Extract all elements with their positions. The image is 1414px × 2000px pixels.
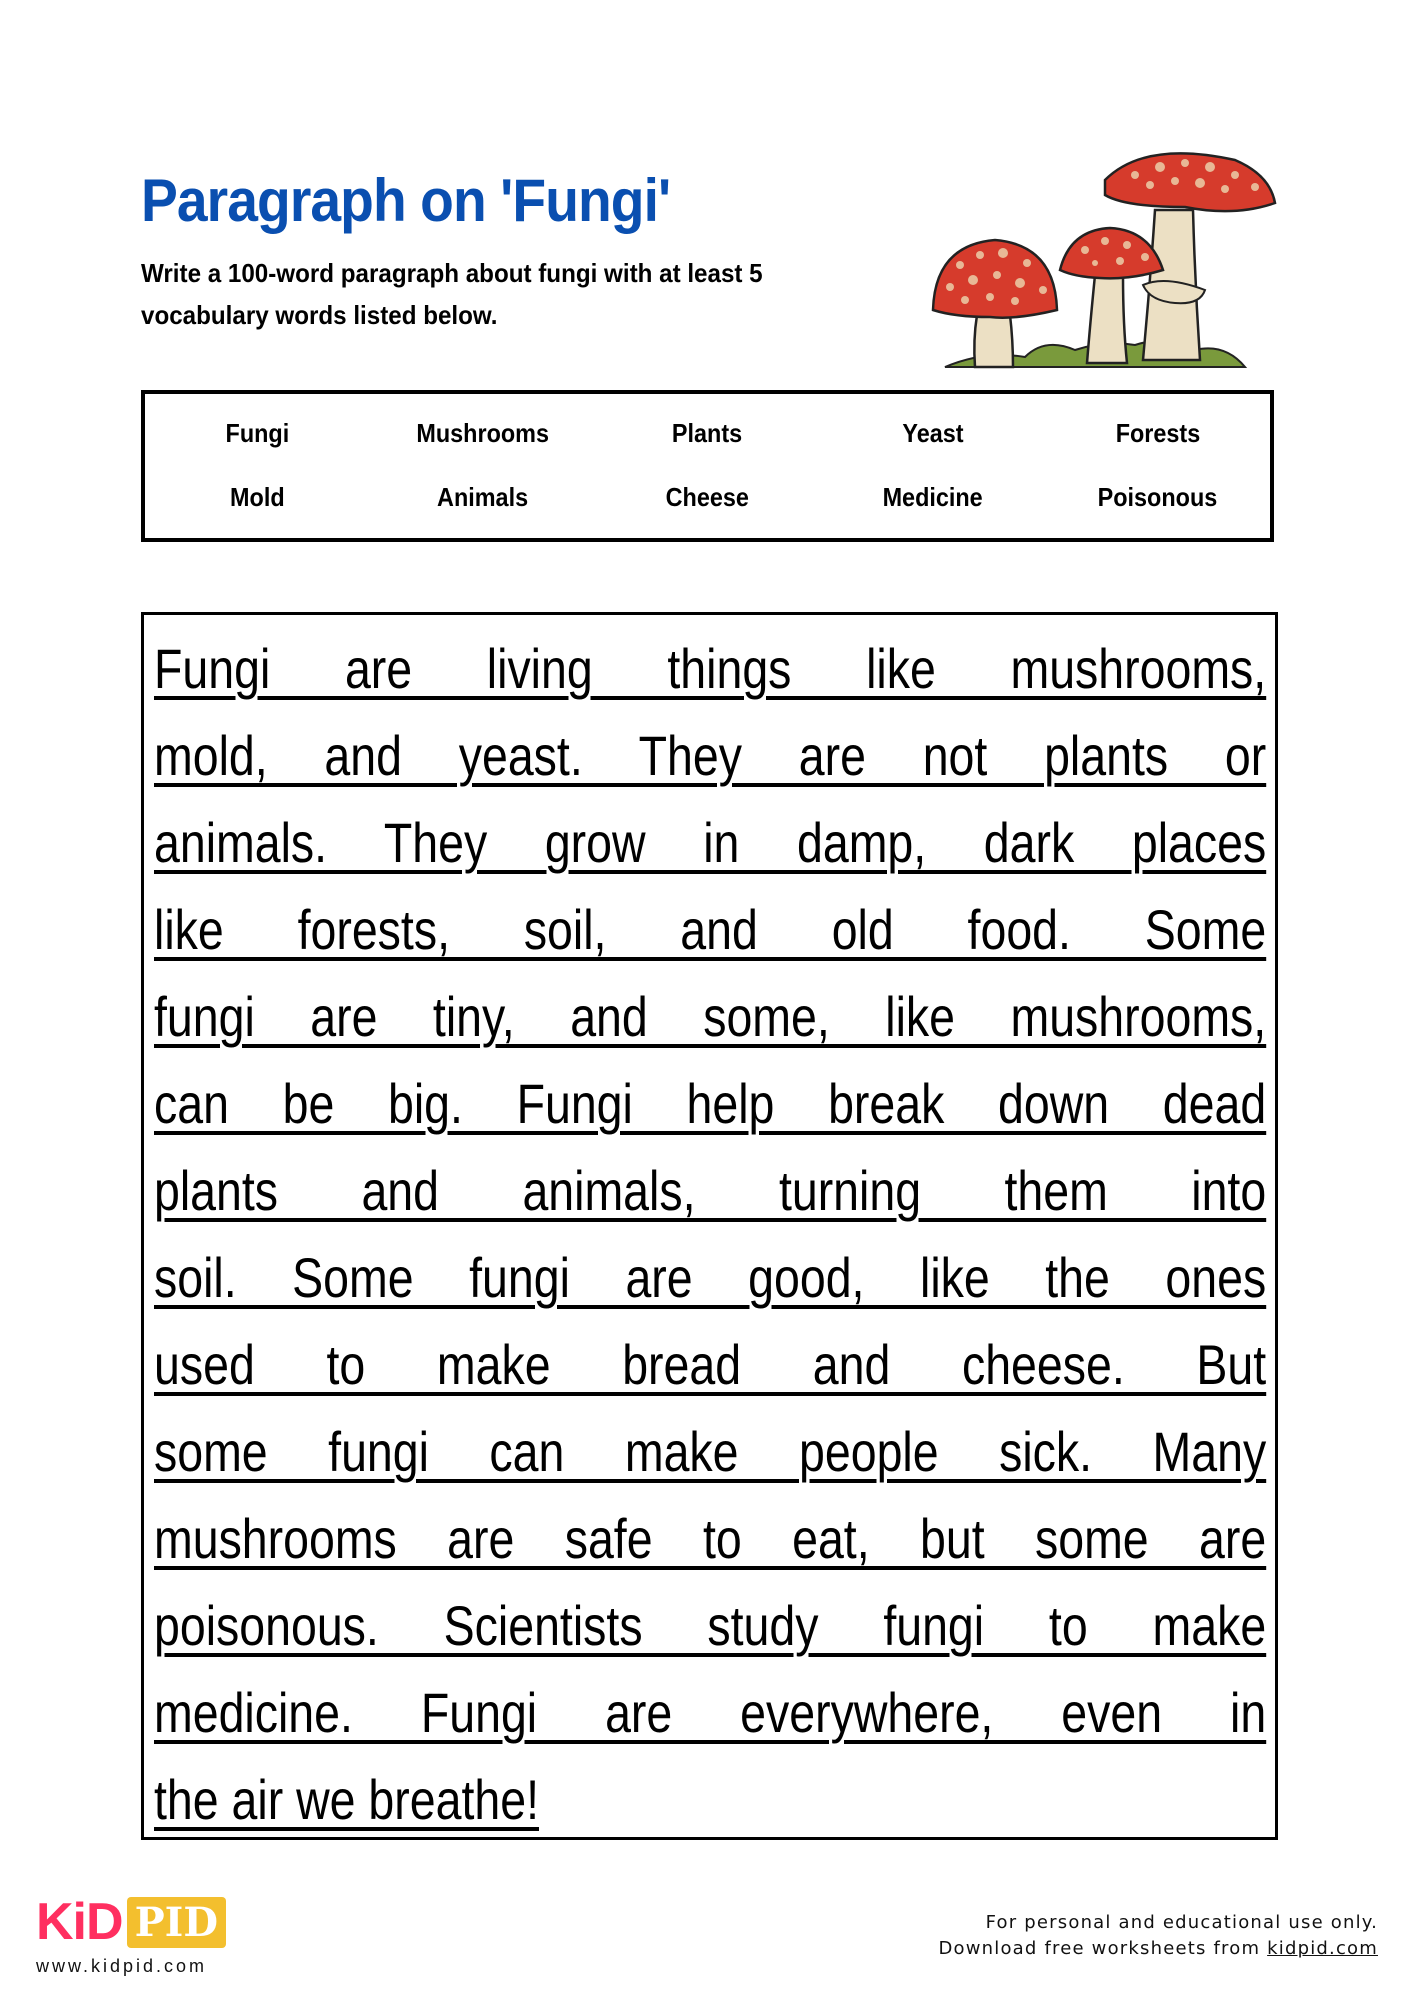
paragraph-line bbox=[154, 1325, 1266, 1405]
paragraph-line bbox=[154, 1586, 1266, 1666]
paragraph-line bbox=[154, 1238, 1266, 1318]
paragraph-line bbox=[154, 1673, 1266, 1753]
page-title: Paragraph on 'Fungi' bbox=[141, 167, 671, 234]
paragraph-line bbox=[154, 977, 1266, 1057]
vocabulary-word bbox=[145, 482, 370, 513]
vocabulary-word bbox=[370, 482, 595, 513]
vocabulary-word-text: Mold bbox=[230, 482, 285, 512]
paragraph-line-text: soil. Some fungi are good, like the ones bbox=[154, 1246, 1267, 1309]
vocabulary-word bbox=[820, 482, 1045, 513]
paragraph-line bbox=[154, 629, 1266, 709]
vocabulary-word-text: Animals bbox=[436, 482, 529, 512]
paragraph-line-text: used to make bread and cheese. But bbox=[154, 1333, 1267, 1396]
paragraph-line-text: can be big. Fungi help break down dead bbox=[154, 1072, 1267, 1135]
website-url: www.kidpid.com bbox=[36, 1956, 208, 1976]
vocabulary-word-text: Poisonous bbox=[1097, 482, 1218, 512]
vocabulary-row bbox=[145, 482, 1270, 513]
kidpid-link[interactable]: kidpid.com bbox=[1267, 1938, 1378, 1959]
vocabulary-word-text: Mushrooms bbox=[416, 418, 549, 448]
vocabulary-word bbox=[595, 482, 820, 513]
usage-note-prefix: Download free worksheets from bbox=[938, 1938, 1268, 1959]
logo-kid-text: KiD bbox=[36, 1893, 123, 1951]
paragraph-line-text: poisonous. Scientists study fungi to make bbox=[154, 1594, 1267, 1657]
vocabulary-word bbox=[595, 418, 820, 449]
vocabulary-word-text: Medicine bbox=[882, 482, 983, 512]
vocabulary-word-text: Cheese bbox=[665, 482, 750, 512]
paragraph-line-text: fungi are tiny, and some, like mushrooms, bbox=[154, 985, 1267, 1048]
vocabulary-word-text: Yeast bbox=[901, 418, 964, 448]
paragraph-line bbox=[154, 1412, 1266, 1492]
paragraph-line bbox=[154, 716, 1266, 796]
paragraph-line bbox=[154, 803, 1266, 883]
paragraph-line bbox=[154, 1064, 1266, 1144]
instructions: Write a 100-word paragraph about fungi with at least 5 vocabulary words listed below. bbox=[141, 258, 763, 330]
paragraph-line bbox=[154, 1151, 1266, 1231]
paragraph-line-text: plants and animals, turning them into bbox=[154, 1159, 1267, 1222]
vocabulary-word-text: Fungi bbox=[225, 418, 290, 448]
paragraph-line-text: mold, and yeast. They are not plants or bbox=[154, 724, 1267, 787]
paragraph-line bbox=[154, 1499, 1266, 1579]
vocabulary-row bbox=[145, 418, 1270, 449]
vocabulary-word bbox=[1045, 482, 1270, 513]
logo-pid-text: PID bbox=[127, 1897, 226, 1948]
paragraph-line-text: medicine. Fungi are everywhere, even in bbox=[154, 1681, 1267, 1744]
mushrooms-illustration bbox=[905, 145, 1285, 385]
usage-note bbox=[938, 1910, 1378, 1962]
paragraph-line-text: animals. They grow in damp, dark places bbox=[154, 811, 1267, 874]
kidpid-logo[interactable] bbox=[36, 1892, 226, 1952]
vocabulary-word-text: Forests bbox=[1115, 418, 1200, 448]
paragraph-line-text: some fungi can make people sick. Many bbox=[154, 1420, 1267, 1483]
paragraph-line-text: Fungi are living things like mushrooms, bbox=[154, 637, 1267, 700]
paragraph-line-text: the air we breathe! bbox=[154, 1768, 539, 1831]
vocabulary-word bbox=[820, 418, 1045, 449]
usage-note-line1: For personal and educational use only. bbox=[985, 1912, 1378, 1933]
vocabulary-word-text: Plants bbox=[672, 418, 743, 448]
vocabulary-word bbox=[145, 418, 370, 449]
paragraph-box bbox=[141, 612, 1278, 1840]
paragraph-line bbox=[154, 890, 1266, 970]
paragraph-line bbox=[154, 1760, 1266, 1840]
vocabulary-box bbox=[141, 390, 1274, 542]
vocabulary-word bbox=[370, 418, 595, 449]
paragraph-line-text: mushrooms are safe to eat, but some are bbox=[154, 1507, 1267, 1570]
vocabulary-word bbox=[1045, 418, 1270, 449]
usage-note-line2 bbox=[938, 1936, 1378, 1962]
paragraph-line-text: like forests, soil, and old food. Some bbox=[154, 898, 1267, 961]
